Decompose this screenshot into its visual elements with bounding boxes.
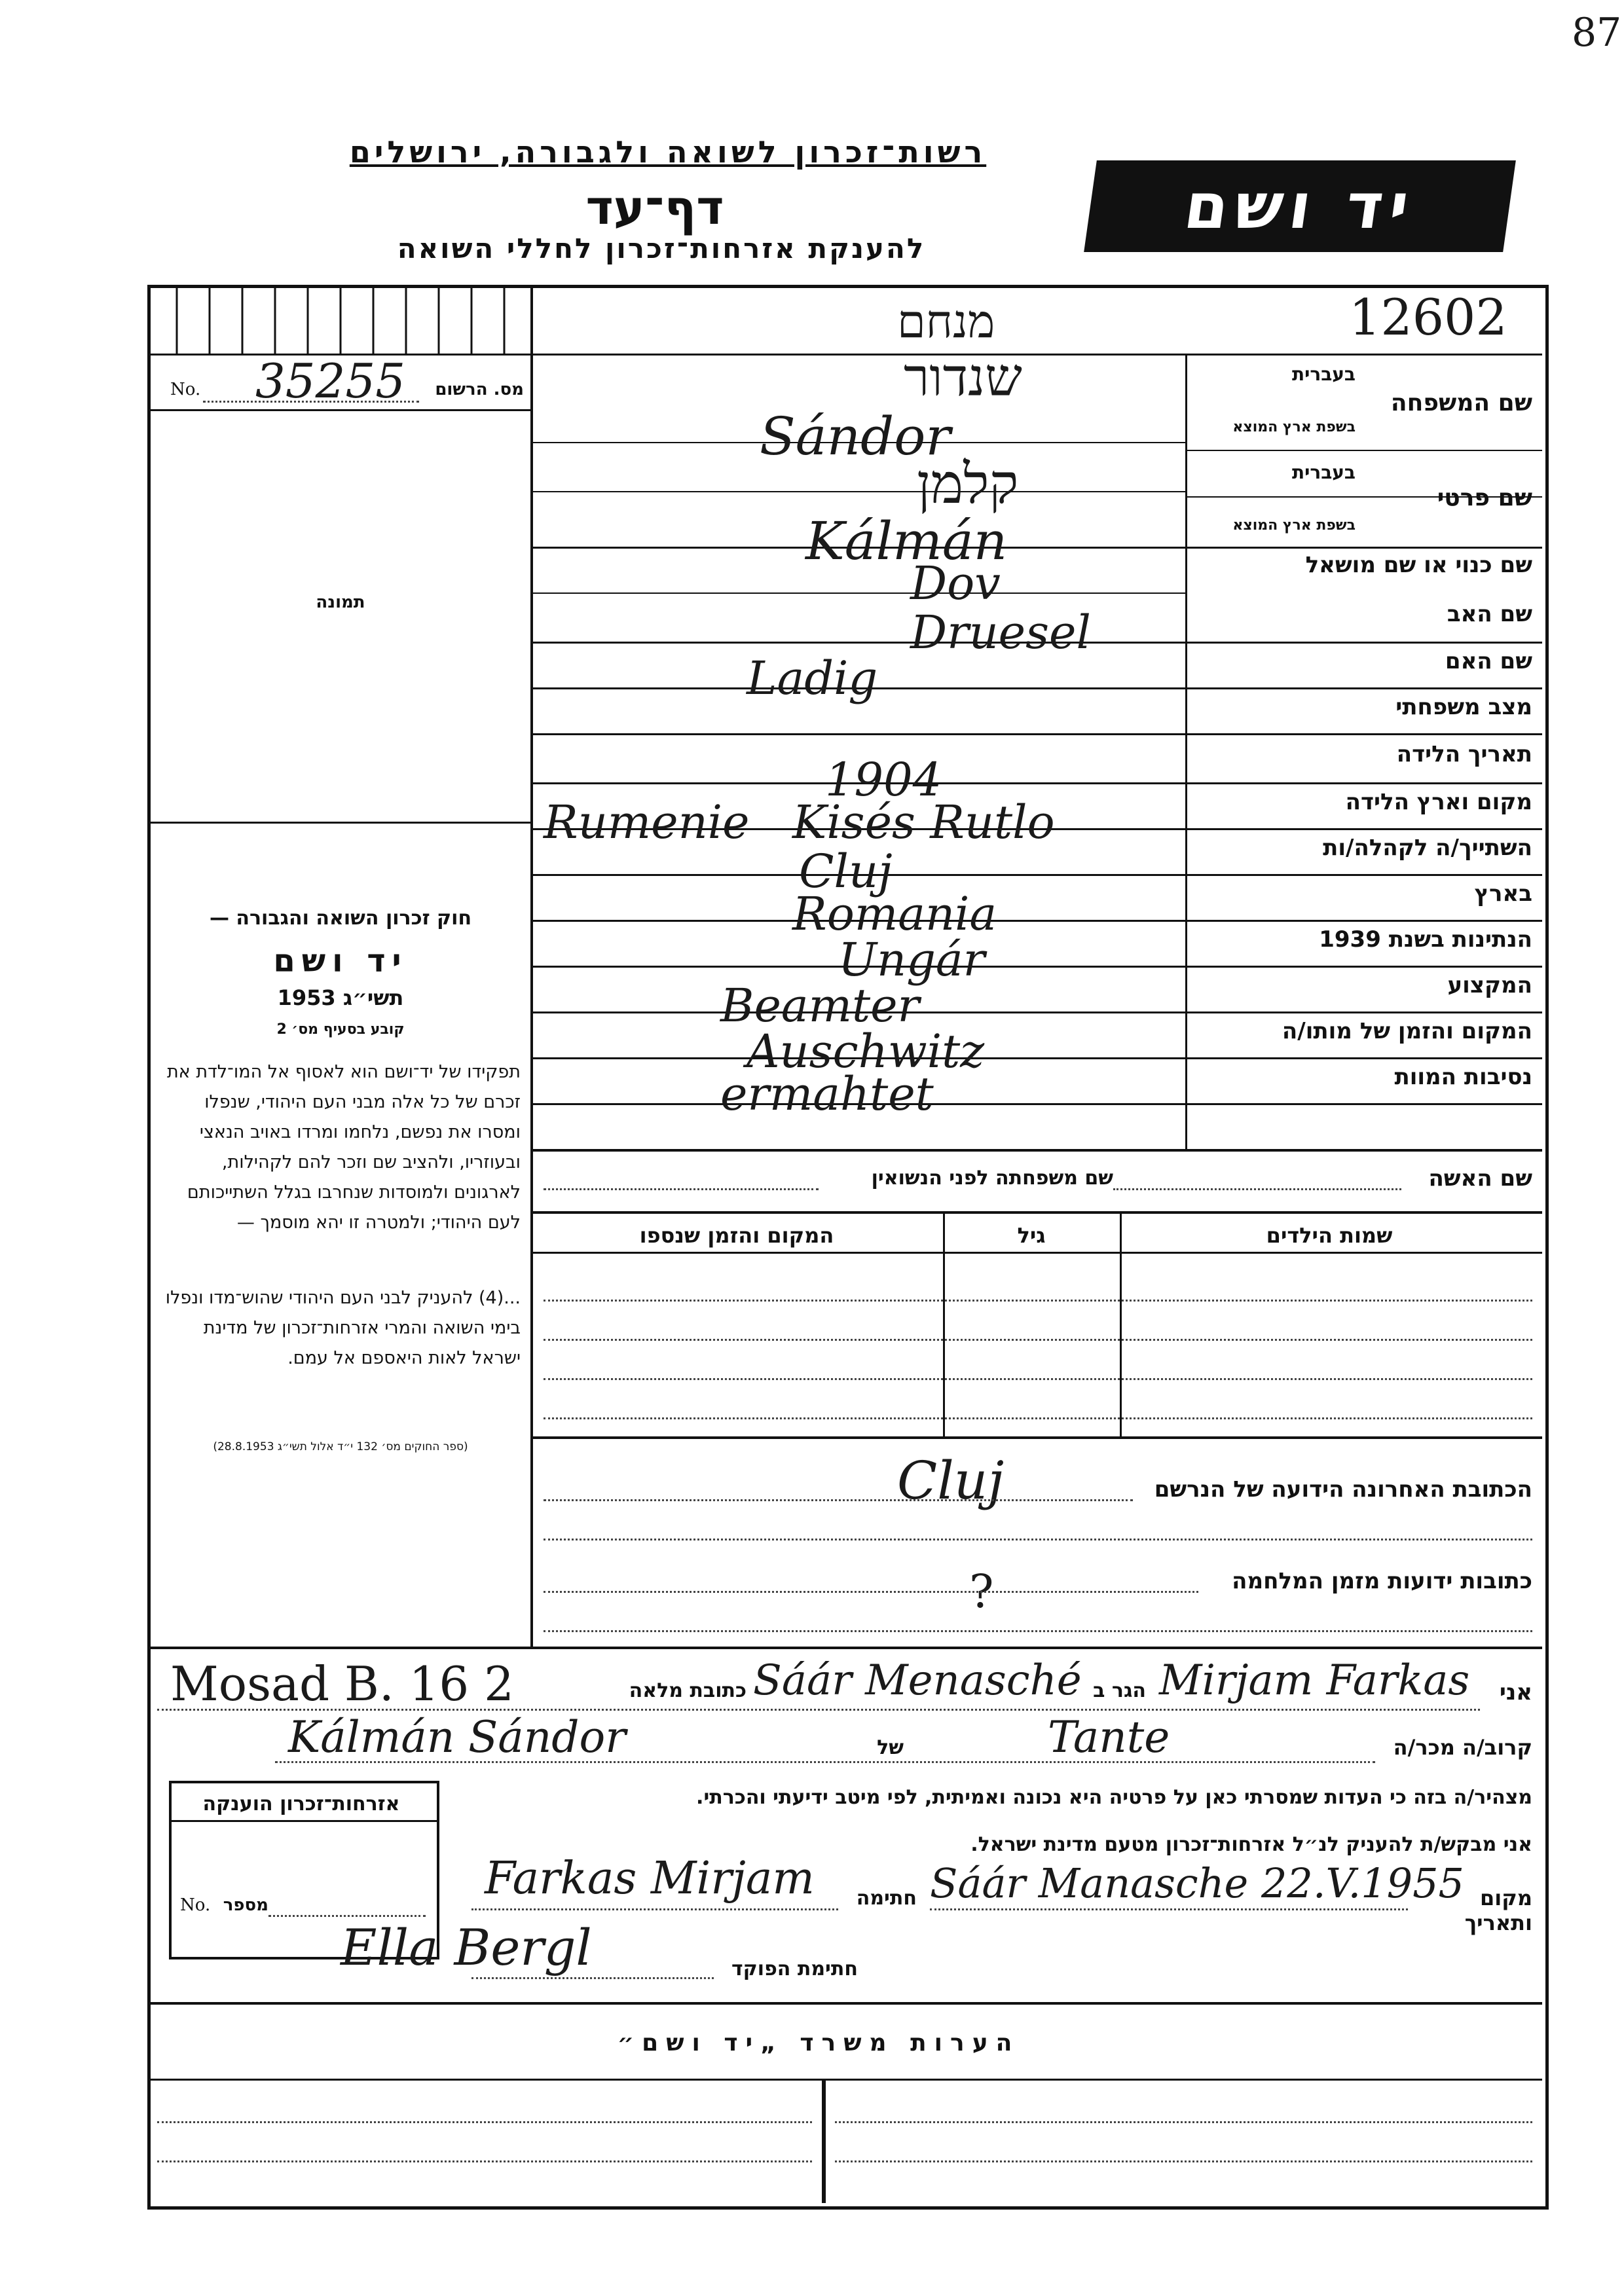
wife-label: שם האשה bbox=[1428, 1165, 1532, 1192]
field-mother-label: שם האם bbox=[1445, 648, 1532, 674]
field-marital-label: מצב משפחתי bbox=[1395, 694, 1532, 720]
field-birthdate-label: תאריך הלידה bbox=[1396, 741, 1532, 767]
law-paragraph-1: תפקידו של יד־ושם הוא לאסוף אל המו־לדת את זכרם של כל אלה מבני העם היהודי, שנפלו ומסרו את נפשם, נלחמו ומרדו באויב הנאצי ובעוזריו, ולהציב שם וזכר להם לקהילות, לארגונים ולמוסדות שנחרבו בגלל השתייכותם לעם היהודי; ולמטרה זו יהא מוסמך — bbox=[166, 1062, 521, 1233]
field-firstname-label: שם פרטי bbox=[1437, 484, 1532, 511]
declarant-ani-label: אני bbox=[1499, 1679, 1532, 1705]
last-address-label: הכתובת האחרונה הידועה של הנרשם bbox=[1154, 1476, 1532, 1503]
country-value: Cluj bbox=[799, 845, 893, 898]
surname-value: Sándor bbox=[760, 406, 951, 467]
field-firstname-sub1: בעברית bbox=[1291, 462, 1356, 483]
law-clause: קובע בסעיף מס׳ 2 bbox=[276, 1021, 405, 1038]
top-hebrew-handwriting: מנחם bbox=[897, 295, 995, 348]
declarant-resides-label: הגר ב bbox=[1093, 1679, 1146, 1702]
page-number: 87 bbox=[1572, 10, 1622, 56]
law-name: יד ושם bbox=[273, 943, 408, 979]
community-country-value: Rumenie bbox=[544, 795, 750, 849]
place-date-label: מקום ותאריך bbox=[1464, 1886, 1532, 1935]
marital-value: Ladig bbox=[747, 651, 878, 705]
death-circumstances-value: ermahtet bbox=[720, 1067, 934, 1121]
surname-hebrew-value: שנדור bbox=[904, 347, 1022, 408]
death-place-value: Beamter bbox=[720, 979, 919, 1032]
declarant-place: Sáár Menasché bbox=[753, 1656, 1082, 1705]
field-community-label: השתייך/ה לקהלה/ות bbox=[1323, 835, 1532, 861]
children-age-header: גיל bbox=[1017, 1223, 1046, 1248]
place-date-value: Sáár Manasche 22.V.1955 bbox=[930, 1859, 1464, 1907]
relation-of-label: של bbox=[877, 1736, 904, 1759]
photo-label: תמונה bbox=[316, 592, 365, 612]
death-place-value-2: Auschwitz bbox=[747, 1025, 985, 1078]
field-firstname-sub2: בשפת ארץ המוצא bbox=[1232, 517, 1356, 534]
declarant-address-label: כתובת מלאה bbox=[629, 1679, 747, 1702]
field-surname-label: שם המשפחה bbox=[1390, 390, 1532, 416]
field-father-label: שם האב bbox=[1447, 601, 1532, 627]
field-birthplace-label: מקום וארץ הלידה bbox=[1345, 789, 1532, 815]
declaration-request: אני מבקש/ת להעניק לנ״ל אזרחות־זכרון מטעם מדינת ישראל. bbox=[970, 1833, 1532, 1856]
father-value: Dov bbox=[910, 556, 1001, 610]
citizenship-value: Romania bbox=[792, 887, 997, 941]
children-names-header: שמות הילדים bbox=[1266, 1223, 1393, 1248]
relation-of-name: Kálmán Sándor bbox=[288, 1712, 626, 1762]
form-title: דף־עד bbox=[585, 180, 724, 235]
registration-label: מס. הרשום bbox=[435, 380, 524, 399]
registration-no-label: No. bbox=[170, 380, 201, 399]
field-alias-label: שם כנוי או שם מושאל bbox=[1305, 552, 1532, 578]
registration-number: 35255 bbox=[255, 354, 406, 409]
wartime-address-value: ? bbox=[969, 1565, 994, 1618]
last-address-value: Cluj bbox=[897, 1450, 1005, 1511]
law-source: (ספר החוקים מס׳ 132 י״ד אלול תשי״ג 28.8.1953) bbox=[213, 1440, 468, 1453]
official-signature-value: Ella Bergl bbox=[341, 1918, 592, 1977]
field-death-circumstances-label: נסיבות המוות bbox=[1394, 1064, 1532, 1090]
record-number: 12602 bbox=[1349, 288, 1507, 346]
stamp-box-title: אזרחות־זכרון הוענקה bbox=[202, 1793, 400, 1815]
yad-vashem-logo: יד ושם bbox=[1084, 160, 1516, 252]
official-signature-label: חתימת הפוקד bbox=[731, 1958, 858, 1980]
field-surname-sub2: בשפת ארץ המוצא bbox=[1232, 419, 1356, 435]
stamp-box-no-label: No. bbox=[180, 1895, 211, 1915]
field-surname-sub1: בעברית bbox=[1291, 363, 1356, 385]
declaration-statement: מצהיר/ה בזה כי העדות שמסרתי כאן על פרטיה היא נכונה ואמיתית, לפי מיטב ידיעתי והכרתי. bbox=[696, 1786, 1532, 1809]
wife-maiden-label: שם משפחתה לפני הנשואין bbox=[871, 1167, 1113, 1190]
relation-label: קרוב/ה מכר/ה bbox=[1393, 1735, 1532, 1760]
declarant-name: Mirjam Farkas bbox=[1159, 1656, 1470, 1705]
field-citizenship-label: הנתינות בשנת 1939 bbox=[1319, 926, 1532, 953]
mother-value: Druesel bbox=[910, 606, 1091, 659]
field-country-label: בארץ bbox=[1474, 881, 1532, 907]
firstname-hebrew-value: קלמן bbox=[917, 452, 1019, 516]
declarant-address: Mosad B. 16 2 bbox=[170, 1656, 514, 1711]
firstname-value: Kálmán bbox=[805, 511, 1008, 572]
relation-value: Tante bbox=[1048, 1712, 1170, 1762]
field-death-place-label: המקום והזמן של מותו/ה bbox=[1282, 1018, 1532, 1044]
wartime-address-label: כתובות ידועות מזמן המלחמה bbox=[1232, 1568, 1532, 1594]
law-title: חוק זכרון השואה והגבורה — bbox=[209, 907, 472, 930]
law-paragraph-2: ...(4) להעניק לבני העם היהודי שהוש־מדו ונפלו בימי השואה והמרי אזרחות־זכרון של מדינת ישראל לאות היאספם אל עמם. bbox=[165, 1288, 521, 1368]
institution-name: רשות־זכרון לשואה ולגבורה, ירושלים bbox=[349, 134, 987, 170]
children-place-header: המקום והזמן שנספו bbox=[639, 1223, 834, 1248]
office-notes-label: הערות משרד „יד ושם״ bbox=[617, 2030, 1020, 2056]
profession-value: Ungár bbox=[838, 933, 986, 987]
community-value: Kisés Rutlo bbox=[792, 795, 1055, 849]
stamp-box-no-label-he: מספר bbox=[223, 1895, 268, 1915]
birthplace-value: 1904 bbox=[825, 753, 942, 807]
signature-label: חתימה bbox=[856, 1887, 917, 1910]
tick-strip bbox=[151, 288, 530, 354]
law-year: תשי״ג 1953 bbox=[277, 985, 404, 1010]
signature-value: Farkas Mirjam bbox=[485, 1853, 815, 1904]
field-profession-label: המקצוע bbox=[1447, 972, 1532, 998]
form-subtitle: להענקת אזרחות־זכרון לחללי השואה bbox=[397, 232, 926, 264]
